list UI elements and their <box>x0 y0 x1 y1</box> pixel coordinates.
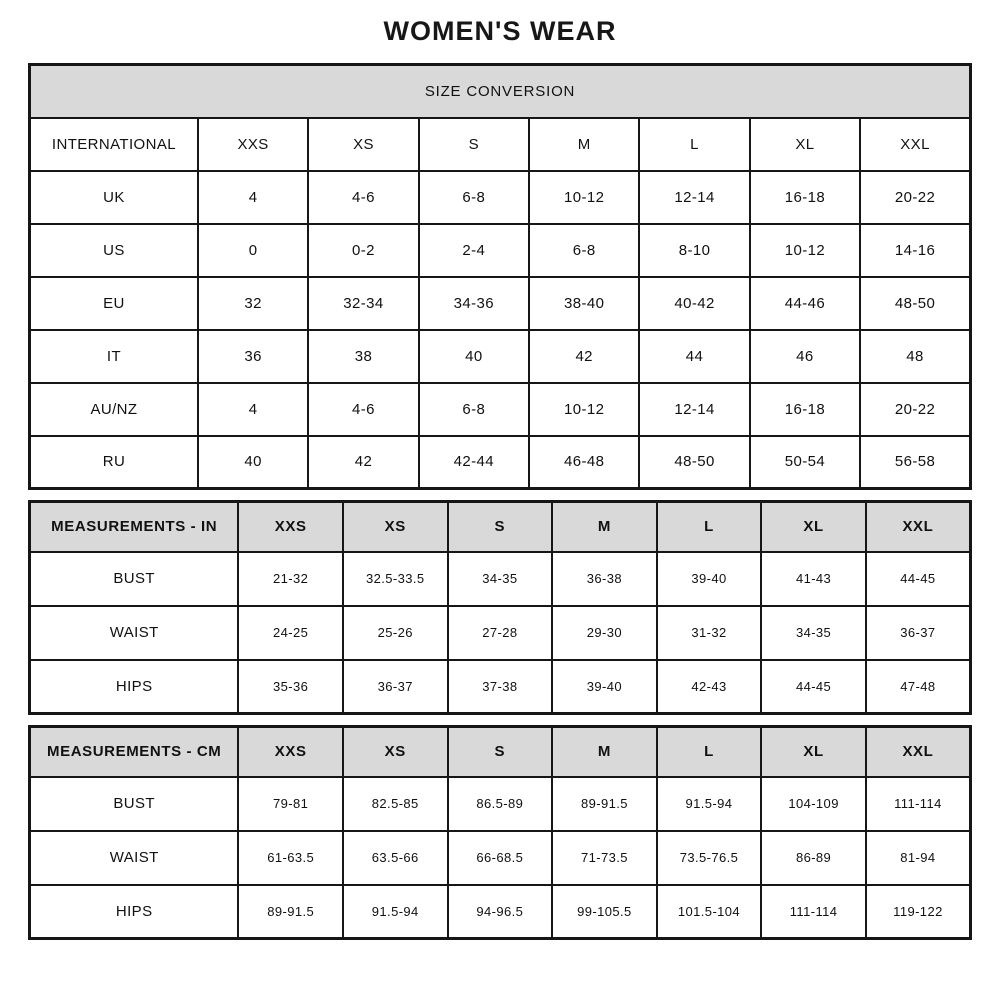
value-cell: 46-48 <box>529 436 639 489</box>
value-cell: 34-36 <box>419 277 529 330</box>
column-header: S <box>448 502 553 552</box>
value-cell: 101.5-104 <box>657 885 762 939</box>
column-header: XXL <box>866 502 971 552</box>
table-banner-row <box>30 65 971 118</box>
column-header: XS <box>343 502 448 552</box>
value-cell: 4 <box>198 383 308 436</box>
header-label: MEASUREMENTS - IN <box>30 502 239 552</box>
column-header: M <box>552 727 657 777</box>
row-label: US <box>30 224 198 277</box>
value-cell: 29-30 <box>552 606 657 660</box>
value-cell: 39-40 <box>552 660 657 714</box>
value-cell: 38-40 <box>529 277 639 330</box>
size-conversion-table <box>28 63 972 490</box>
value-cell: 39-40 <box>657 552 762 606</box>
value-cell: 34-35 <box>761 606 866 660</box>
value-cell: 0 <box>198 224 308 277</box>
value-cell: 42-44 <box>419 436 529 489</box>
column-header: L <box>657 727 762 777</box>
page-title: WOMEN'S WEAR <box>383 16 617 46</box>
value-cell: 41-43 <box>761 552 866 606</box>
value-cell: 47-48 <box>866 660 971 714</box>
header-row <box>30 118 971 171</box>
value-cell: 24-25 <box>238 606 343 660</box>
row-label: AU/NZ <box>30 383 198 436</box>
value-cell: 44 <box>639 330 749 383</box>
table-banner: SIZE CONVERSION <box>30 65 971 118</box>
value-cell: 10-12 <box>750 224 860 277</box>
row-label: HIPS <box>30 660 239 714</box>
header-row <box>30 502 971 552</box>
column-header: XXL <box>866 727 971 777</box>
value-cell: 81-94 <box>866 831 971 885</box>
table-row <box>30 660 971 714</box>
value-cell: 89-91.5 <box>552 777 657 831</box>
value-cell: 6-8 <box>529 224 639 277</box>
value-cell: 32.5-33.5 <box>343 552 448 606</box>
value-cell: 25-26 <box>343 606 448 660</box>
value-cell: 40 <box>198 436 308 489</box>
value-cell: 20-22 <box>860 171 970 224</box>
value-cell: 37-38 <box>448 660 553 714</box>
row-label: UK <box>30 171 198 224</box>
table-row <box>30 383 971 436</box>
column-header: XXS <box>198 118 308 171</box>
value-cell: 32-34 <box>308 277 418 330</box>
value-cell: 10-12 <box>529 383 639 436</box>
value-cell: 20-22 <box>860 383 970 436</box>
value-cell: 14-16 <box>860 224 970 277</box>
value-cell: 36-37 <box>866 606 971 660</box>
header-row <box>30 727 971 777</box>
value-cell: 91.5-94 <box>657 777 762 831</box>
value-cell: 71-73.5 <box>552 831 657 885</box>
value-cell: 86.5-89 <box>448 777 553 831</box>
table-row <box>30 831 971 885</box>
value-cell: 48 <box>860 330 970 383</box>
value-cell: 42 <box>308 436 418 489</box>
value-cell: 73.5-76.5 <box>657 831 762 885</box>
value-cell: 86-89 <box>761 831 866 885</box>
value-cell: 8-10 <box>639 224 749 277</box>
table-row <box>30 552 971 606</box>
value-cell: 48-50 <box>639 436 749 489</box>
column-header: L <box>657 502 762 552</box>
value-cell: 104-109 <box>761 777 866 831</box>
measurements-cm-table <box>28 725 972 940</box>
value-cell: 2-4 <box>419 224 529 277</box>
value-cell: 111-114 <box>866 777 971 831</box>
column-header: XXL <box>860 118 970 171</box>
value-cell: 6-8 <box>419 171 529 224</box>
value-cell: 16-18 <box>750 383 860 436</box>
row-label: EU <box>30 277 198 330</box>
value-cell: 46 <box>750 330 860 383</box>
column-header: XS <box>308 118 418 171</box>
table-row <box>30 330 971 383</box>
value-cell: 44-45 <box>761 660 866 714</box>
column-header: XS <box>343 727 448 777</box>
value-cell: 4-6 <box>308 171 418 224</box>
value-cell: 82.5-85 <box>343 777 448 831</box>
header-label: MEASUREMENTS - CM <box>30 727 239 777</box>
value-cell: 31-32 <box>657 606 762 660</box>
value-cell: 89-91.5 <box>238 885 343 939</box>
column-header: XL <box>761 502 866 552</box>
value-cell: 21-32 <box>238 552 343 606</box>
value-cell: 27-28 <box>448 606 553 660</box>
value-cell: 36-38 <box>552 552 657 606</box>
column-header: XXS <box>238 502 343 552</box>
column-header: S <box>448 727 553 777</box>
value-cell: 40 <box>419 330 529 383</box>
measurements-in <box>28 500 972 715</box>
value-cell: 36 <box>198 330 308 383</box>
size-conversion <box>28 63 972 490</box>
value-cell: 61-63.5 <box>238 831 343 885</box>
value-cell: 35-36 <box>238 660 343 714</box>
value-cell: 111-114 <box>761 885 866 939</box>
column-header: M <box>529 118 639 171</box>
measurements-cm <box>28 725 972 940</box>
value-cell: 56-58 <box>860 436 970 489</box>
value-cell: 16-18 <box>750 171 860 224</box>
value-cell: 38 <box>308 330 418 383</box>
value-cell: 4 <box>198 171 308 224</box>
measurements-in-table <box>28 500 972 715</box>
value-cell: 34-35 <box>448 552 553 606</box>
table-row <box>30 224 971 277</box>
value-cell: 44-45 <box>866 552 971 606</box>
row-label: IT <box>30 330 198 383</box>
table-row <box>30 606 971 660</box>
value-cell: 6-8 <box>419 383 529 436</box>
value-cell: 4-6 <box>308 383 418 436</box>
value-cell: 50-54 <box>750 436 860 489</box>
table-row <box>30 777 971 831</box>
column-header: M <box>552 502 657 552</box>
value-cell: 32 <box>198 277 308 330</box>
column-header: L <box>639 118 749 171</box>
table-row <box>30 436 971 489</box>
value-cell: 119-122 <box>866 885 971 939</box>
table-row <box>30 277 971 330</box>
row-label: BUST <box>30 777 239 831</box>
row-label: RU <box>30 436 198 489</box>
column-header: XL <box>750 118 860 171</box>
value-cell: 79-81 <box>238 777 343 831</box>
table-row <box>30 171 971 224</box>
value-cell: 40-42 <box>639 277 749 330</box>
value-cell: 10-12 <box>529 171 639 224</box>
value-cell: 42 <box>529 330 639 383</box>
value-cell: 94-96.5 <box>448 885 553 939</box>
row-label: WAIST <box>30 606 239 660</box>
column-header: S <box>419 118 529 171</box>
column-header: XXS <box>238 727 343 777</box>
row-label: WAIST <box>30 831 239 885</box>
value-cell: 91.5-94 <box>343 885 448 939</box>
row-label: BUST <box>30 552 239 606</box>
value-cell: 63.5-66 <box>343 831 448 885</box>
value-cell: 48-50 <box>860 277 970 330</box>
row-label: HIPS <box>30 885 239 939</box>
value-cell: 44-46 <box>750 277 860 330</box>
value-cell: 0-2 <box>308 224 418 277</box>
value-cell: 42-43 <box>657 660 762 714</box>
value-cell: 12-14 <box>639 171 749 224</box>
value-cell: 12-14 <box>639 383 749 436</box>
value-cell: 36-37 <box>343 660 448 714</box>
table-row <box>30 885 971 939</box>
column-header: XL <box>761 727 866 777</box>
value-cell: 66-68.5 <box>448 831 553 885</box>
value-cell: 99-105.5 <box>552 885 657 939</box>
header-label: INTERNATIONAL <box>30 118 198 171</box>
